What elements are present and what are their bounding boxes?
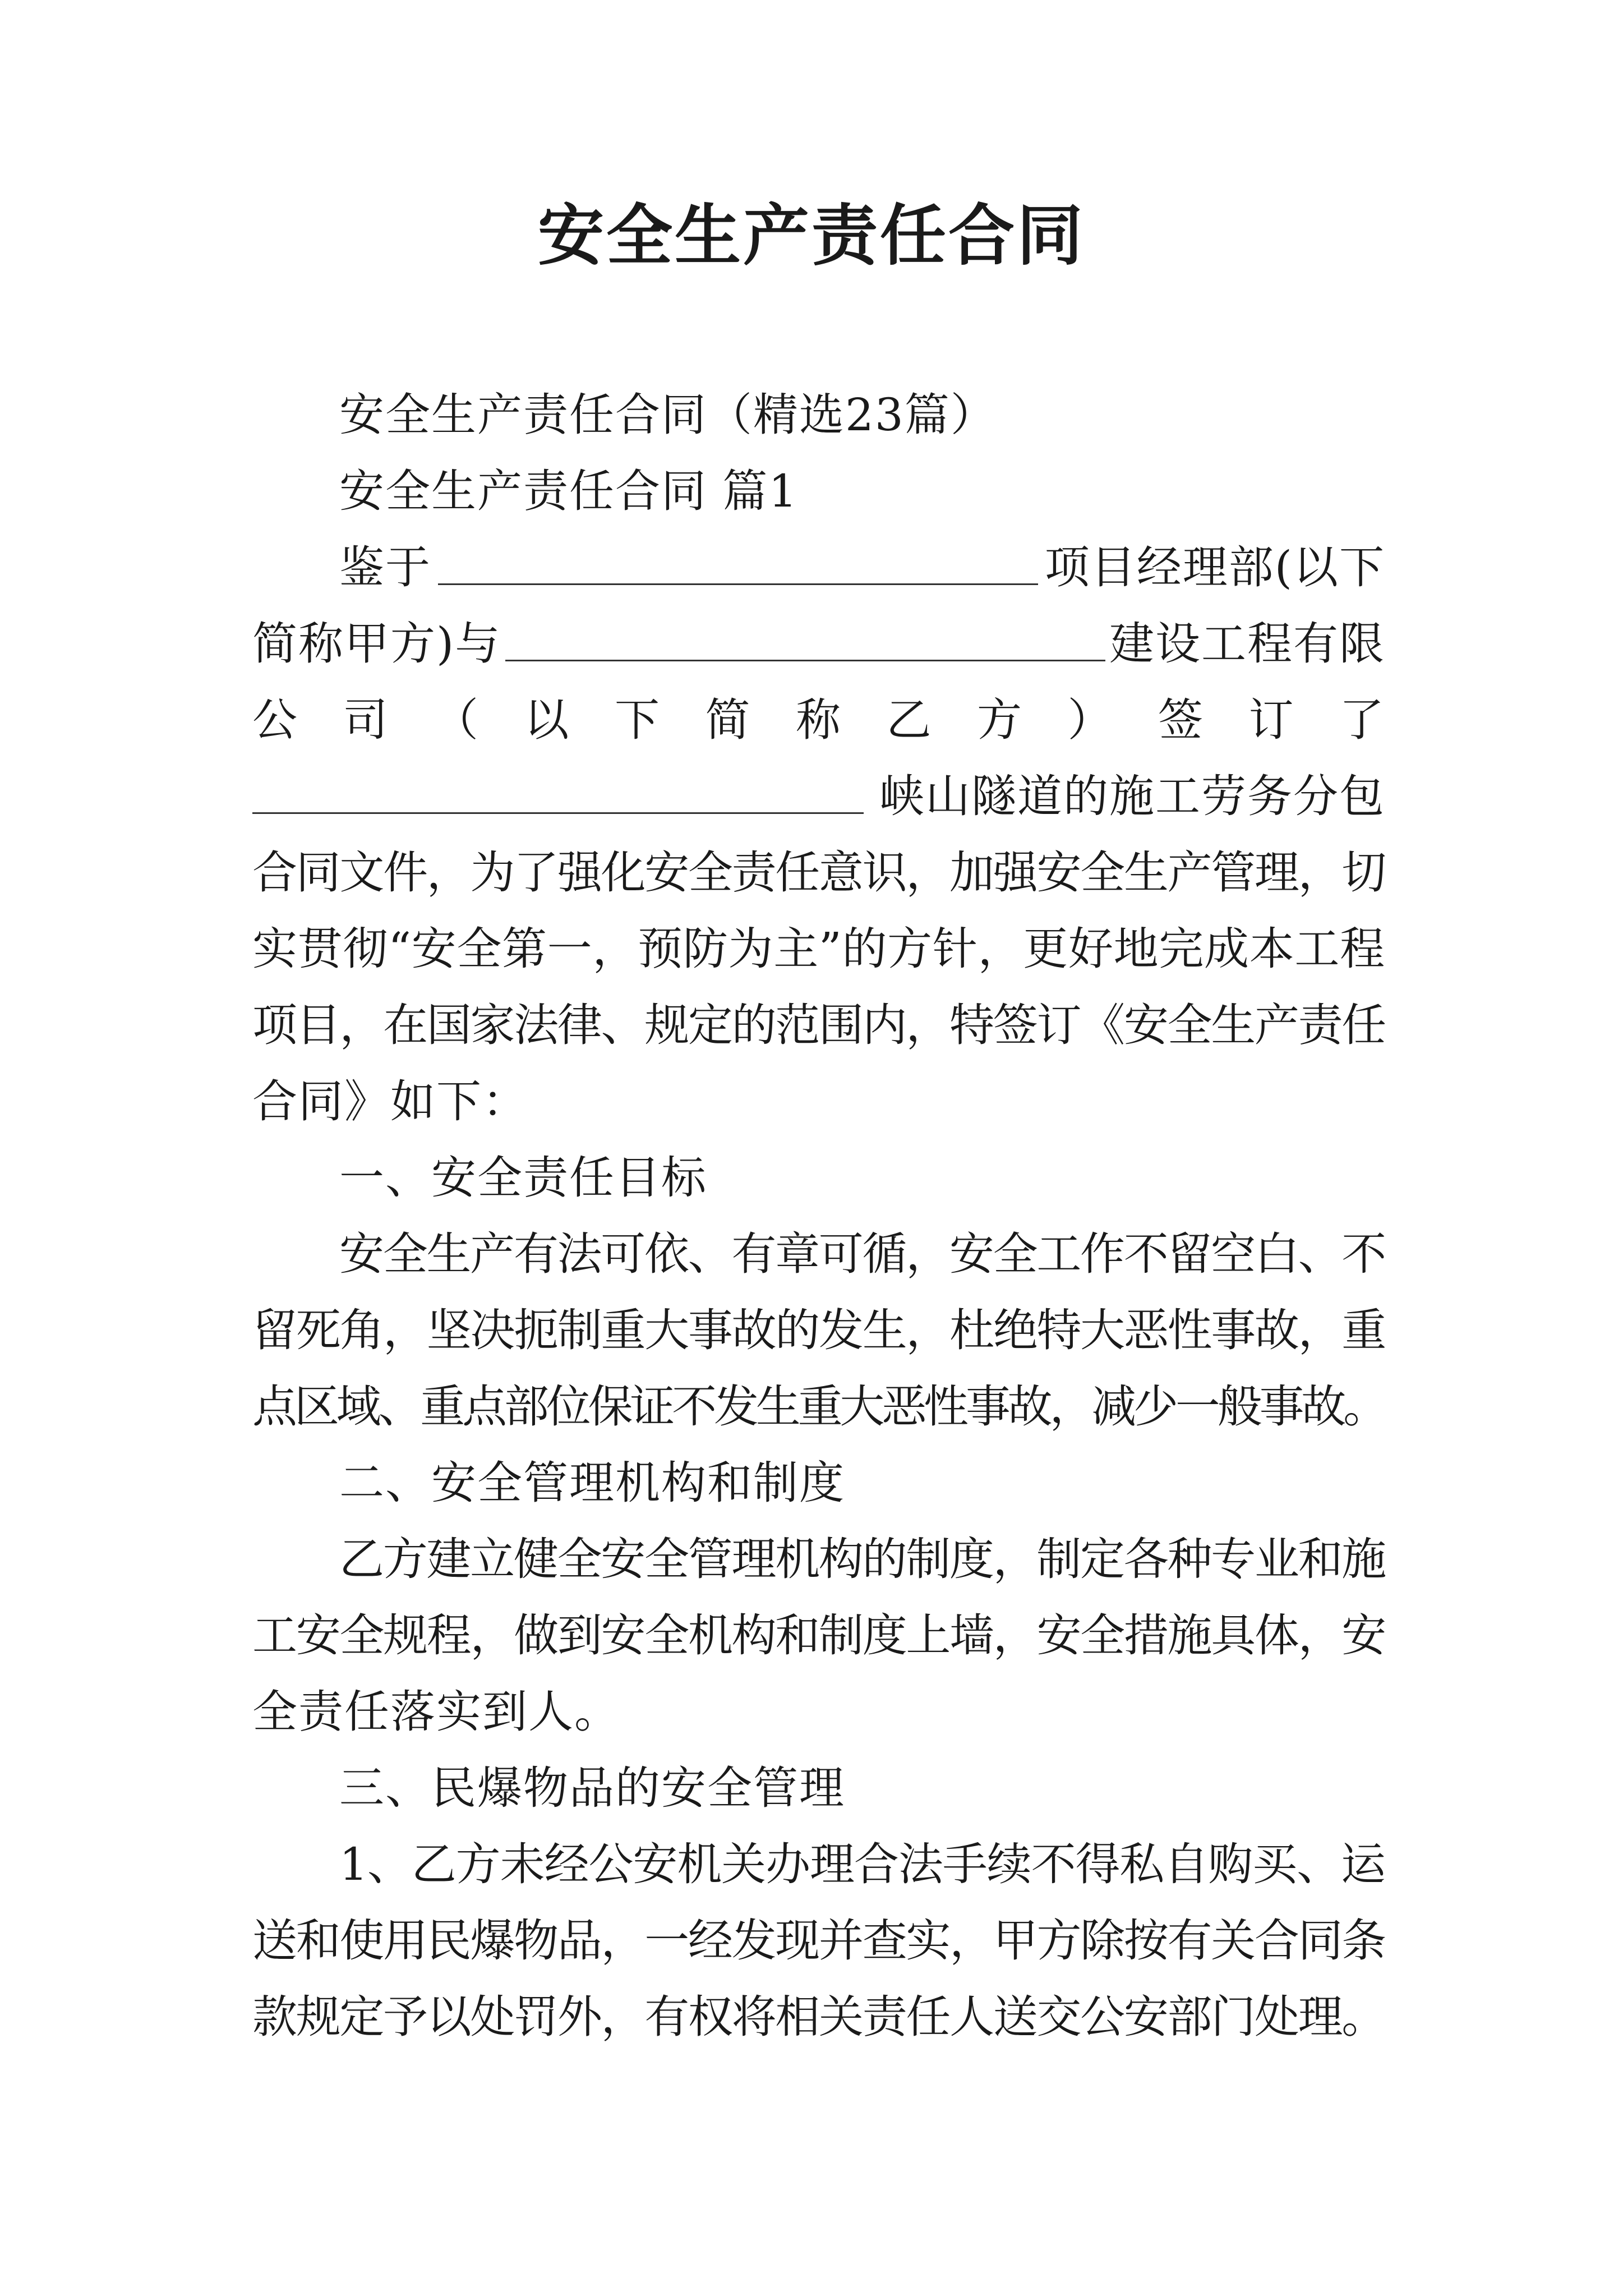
section-3-line-3: 款规定予以处罚外，有权将相关责任人送交公安部门处理。 [252, 1991, 1385, 2043]
section-1-heading: 一、安全责任目标 [339, 1152, 707, 1204]
fill-blank-construction-company [505, 616, 1105, 661]
preamble-char: 订 [1248, 694, 1295, 746]
preamble-char: 称 [796, 694, 842, 746]
preamble-text: 鉴于 [339, 541, 431, 593]
document-subtitle: 安全生产责任合同（精选23篇） [339, 389, 997, 441]
preamble-line-5: 合同文件，为了强化安全责任意识，加强安全生产管理，切 [252, 846, 1385, 899]
preamble-line-4 [252, 769, 1385, 825]
section-1-line-2: 留死角，坚决扼制重大事故的发生，杜绝特大恶性事故，重 [252, 1304, 1385, 1356]
preamble-char: （ [434, 694, 479, 746]
preamble-char: 了 [1339, 694, 1385, 746]
section-2-line-1: 乙方建立健全安全管理机构的制度，制定各种专业和施 [339, 1533, 1385, 1585]
preamble-text: 建设工程有限 [1109, 618, 1385, 670]
fill-blank-tunnel-contract [252, 769, 864, 814]
preamble-line-8: 合同》如下： [252, 1075, 528, 1128]
fill-blank-project-department [438, 540, 1038, 585]
section-2-heading: 二、安全管理机构和制度 [339, 1457, 845, 1509]
preamble-char: ） [1067, 694, 1114, 746]
preamble-char: 签 [1158, 694, 1204, 746]
preamble-text: 峡山隧道的施工劳务分包 [879, 770, 1385, 822]
preamble-text: 简称甲方)与 [252, 618, 501, 670]
part-heading: 安全生产责任合同 篇1 [339, 465, 799, 517]
section-1-line-3: 点区域、重点部位保证不发生重大恶性事故，减少一般事故。 [252, 1381, 1385, 1433]
preamble-char: 乙 [886, 694, 933, 746]
preamble-line-7: 项目，在国家法律、规定的范围内，特签订《安全生产责任 [252, 999, 1385, 1051]
section-3-line-1: 1、乙方未经公安机关办理合法手续不得私自购买、运 [339, 1838, 1385, 1890]
preamble-char: 下 [615, 694, 661, 746]
section-1-line-1: 安全生产有法可依、有章可循，安全工作不留空白、不 [339, 1228, 1385, 1280]
document-title: 安全生产责任合同 [537, 196, 1085, 274]
section-3-heading: 三、民爆物品的安全管理 [339, 1762, 845, 1814]
section-2-line-3: 全责任落实到人。 [252, 1686, 620, 1738]
preamble-char: 公 [252, 694, 298, 746]
section-2-line-2: 工安全规程，做到安全机构和制度上墙，安全措施具体，安 [252, 1609, 1385, 1662]
preamble-text: 项目经理部(以下 [1044, 541, 1385, 593]
preamble-char: 简 [705, 694, 751, 746]
preamble-line-1 [339, 540, 1385, 596]
preamble-line-2 [252, 616, 1385, 672]
section-3-line-2: 送和使用民爆物品，一经发现并查实，甲方除按有关合同条 [252, 1915, 1385, 1967]
preamble-char: 以 [524, 694, 570, 746]
preamble-char: 方 [977, 694, 1023, 746]
preamble-line-6: 实贯彻“安全第一，预防为主”的方针，更好地完成本工程 [252, 923, 1385, 975]
preamble-char: 司 [343, 694, 389, 746]
preamble-line-3 [252, 692, 1385, 748]
